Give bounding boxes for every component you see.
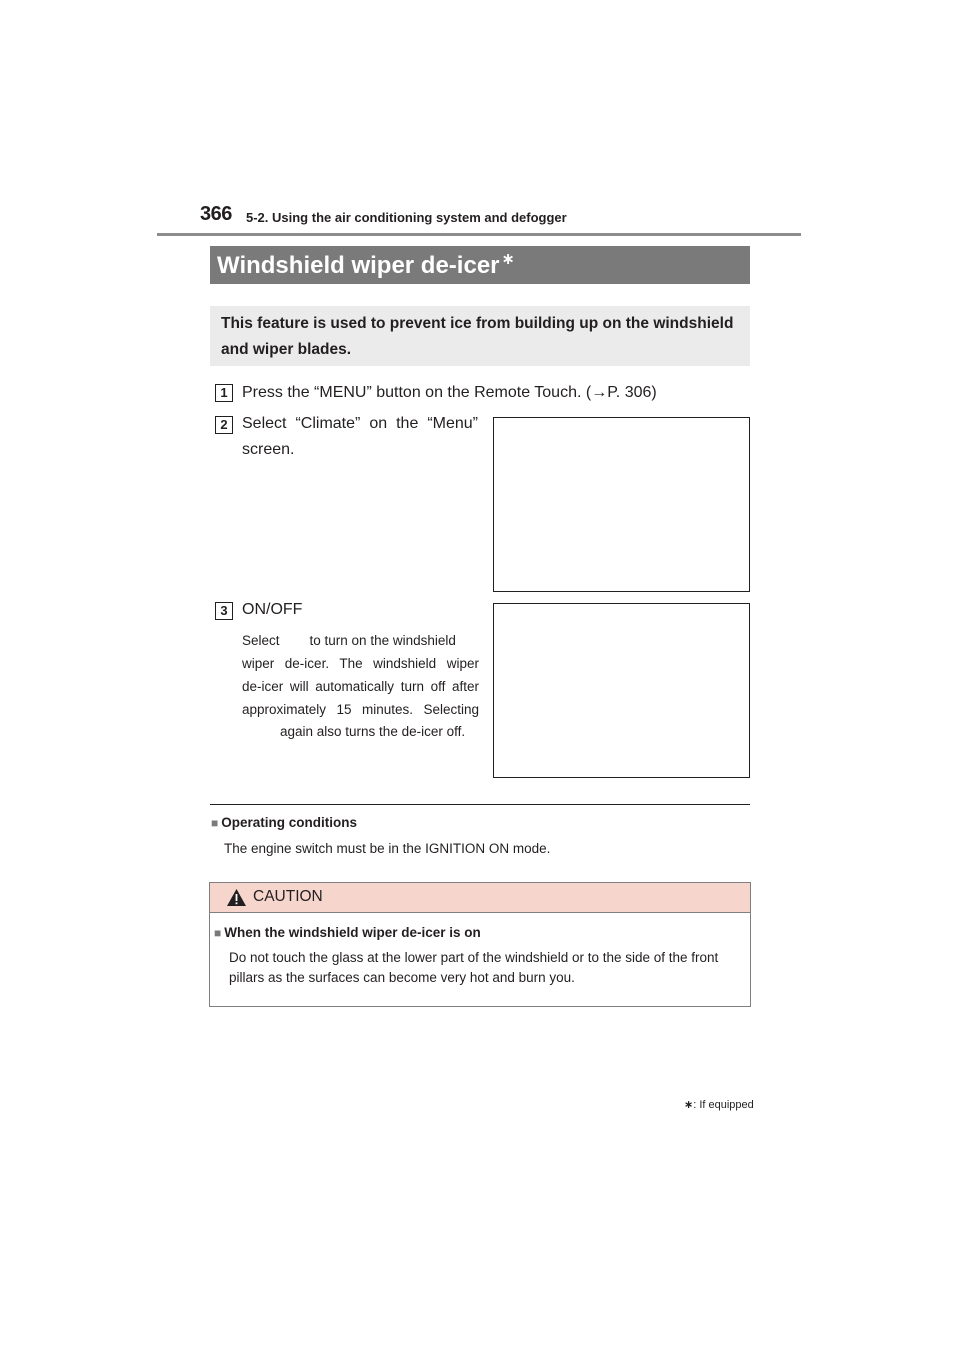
footnote bbox=[684, 1098, 754, 1111]
square-bullet-icon: ■ bbox=[211, 816, 219, 830]
intro-text: This feature is used to prevent ice from building up on the windshield and wiper blades. bbox=[221, 315, 734, 358]
caution-heading-text: When the windshield wiper de-icer is on bbox=[224, 925, 481, 940]
section-path: 5-2. Using the air conditioning system and defogger bbox=[246, 210, 567, 225]
footnote-text: : If equipped bbox=[693, 1099, 754, 1111]
step-3-note-line-4: approximately 15 minutes. Selecting bbox=[242, 702, 479, 717]
step-3-note-line-5: again also turns the de-icer off. bbox=[280, 724, 466, 739]
caution-label: CAUTION bbox=[253, 888, 323, 905]
title-footnote-mark: ∗ bbox=[501, 251, 515, 268]
step-1-number: 1 bbox=[215, 384, 233, 402]
caution-text-line-2: pillars as the surfaces can become very hot and burn you. bbox=[229, 970, 575, 985]
step-2-text: Select “Climate” on the “Menu” screen. bbox=[242, 415, 478, 458]
de-icer-switch-image bbox=[493, 603, 750, 778]
page-number: 366 bbox=[200, 203, 232, 225]
footnote-mark: ∗ bbox=[684, 1099, 694, 1111]
step-3-note-line-2: wiper de-icer. The windshield wiper bbox=[242, 656, 479, 671]
operating-conditions-text: The engine switch must be in the IGNITION ON mode. bbox=[224, 841, 551, 856]
step-3-note-line-1: Select to turn on the windshield bbox=[242, 633, 456, 648]
caution-heading bbox=[214, 925, 481, 940]
page-title bbox=[217, 249, 515, 280]
step-3-text: ON/OFF bbox=[242, 601, 303, 618]
square-bullet-icon: ■ bbox=[214, 926, 222, 940]
step-3-note-line-3: de-icer will automatically turn off after bbox=[242, 679, 479, 694]
operating-conditions-heading-text: Operating conditions bbox=[221, 815, 358, 830]
operating-conditions-heading bbox=[211, 815, 357, 830]
step-2-number: 2 bbox=[215, 416, 233, 434]
climate-menu-screen-image bbox=[493, 417, 750, 592]
page-title-text: Windshield wiper de-icer bbox=[217, 252, 500, 279]
header-divider bbox=[157, 233, 801, 236]
step-1-text: Press the “MENU” button on the Remote Touch. (→P. 306) bbox=[242, 384, 657, 401]
step-3-number: 3 bbox=[215, 602, 233, 620]
section-divider bbox=[210, 804, 750, 805]
warning-triangle-icon bbox=[226, 888, 247, 907]
caution-text-line-1: Do not touch the glass at the lower part of the windshield or to the side of the front bbox=[229, 950, 719, 965]
